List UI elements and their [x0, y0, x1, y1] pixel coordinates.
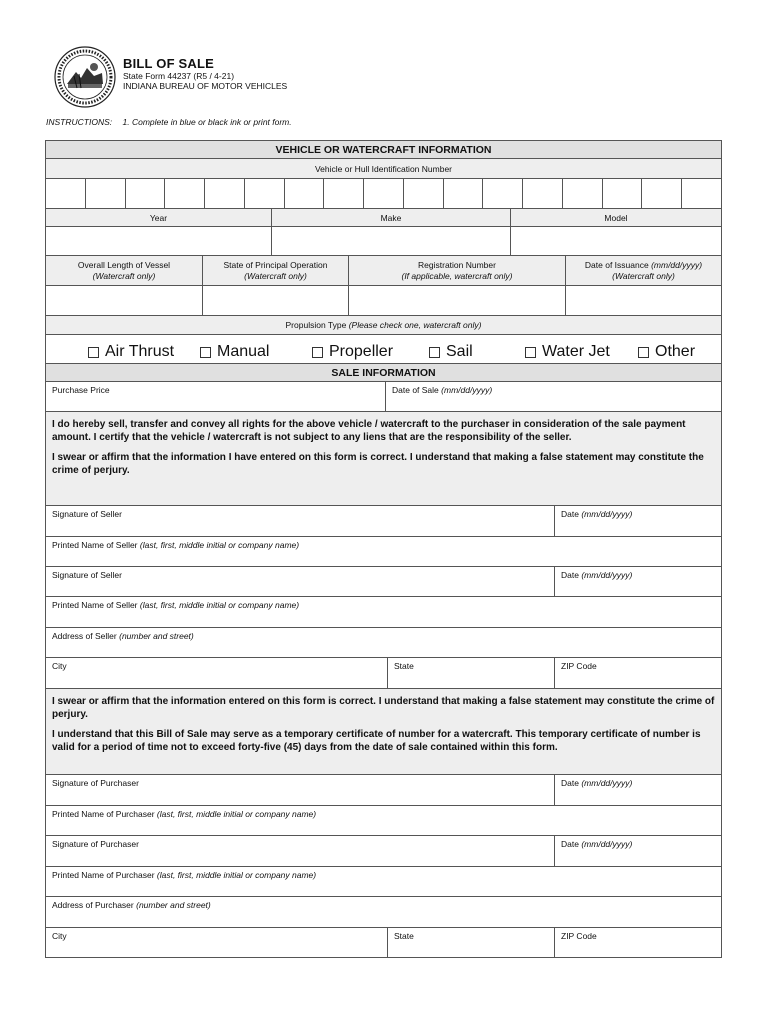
state-label: State — [394, 661, 414, 671]
propulsion-label — [286, 320, 482, 330]
propulsion-option-manual[interactable] — [200, 343, 269, 361]
registration-number-label — [349, 256, 566, 285]
seller-address-row — [46, 628, 721, 658]
purchaser-signature-row-1 — [46, 775, 721, 806]
date-format: (mm/dd/yyyy) — [581, 570, 633, 580]
seller-signature-label: Signature of Seller — [52, 570, 122, 580]
date-text: Date — [561, 570, 579, 580]
date-of-sale-text: Date of Sale — [392, 385, 439, 395]
vin-char-box[interactable] — [126, 179, 166, 208]
purchaser-printed-name-field-2[interactable] — [46, 867, 721, 896]
instructions — [46, 117, 292, 127]
printed-name-note: (last, first, middle initial or company name) — [156, 870, 317, 880]
date-of-sale-format: (mm/dd/yyyy) — [441, 385, 493, 395]
vin-char-box[interactable] — [285, 179, 325, 208]
address-text: Address of Purchaser — [52, 900, 134, 910]
purchaser-printed-name-label — [52, 870, 316, 880]
purchaser-statement-2: I understand that this Bill of Sale may serve as a temporary certificate of number for a watercraft. This temporary certificate of number is valid for a period of time not to exceed forty-five (45) days from the date of sale contained within this form. — [52, 729, 701, 753]
state-operation-note: (Watercraft only) — [244, 270, 307, 281]
checkbox[interactable] — [200, 347, 211, 358]
state-seal-logo — [54, 46, 116, 108]
vin-label-row — [46, 159, 721, 179]
propulsion-option-propeller[interactable] — [312, 343, 393, 361]
purchaser-signature-row-2 — [46, 836, 721, 867]
printed-name-text: Printed Name of Seller — [52, 540, 138, 550]
seller-state-field[interactable] — [388, 658, 555, 688]
state-operation-field[interactable] — [203, 286, 349, 315]
seller-city-field[interactable] — [46, 658, 388, 688]
propulsion-option-water-jet[interactable] — [525, 343, 610, 361]
seller-printed-name-field[interactable] — [46, 537, 721, 566]
vin-label: Vehicle or Hull Identification Number — [314, 163, 452, 174]
date-format: (mm/dd/yyyy) — [581, 509, 633, 519]
model-label: Model — [604, 212, 628, 223]
seller-zip-field[interactable] — [555, 658, 721, 688]
state-label: State — [394, 931, 414, 941]
vin-char-box[interactable] — [404, 179, 444, 208]
purchaser-printed-name-row-1 — [46, 806, 721, 836]
date-text: Date — [561, 509, 579, 519]
registration-number-text: Registration Number — [418, 259, 496, 270]
purchaser-city-state-zip-row — [46, 928, 721, 958]
date-format: (mm/dd/yyyy) — [581, 778, 633, 788]
checkbox-label: Air Thrust — [105, 343, 175, 360]
purchaser-address-label — [52, 900, 211, 910]
propulsion-options-row — [46, 335, 721, 364]
sale-section-title: SALE INFORMATION — [331, 366, 436, 379]
date-issuance-label-text: Date of Issuance — [584, 259, 649, 270]
checkbox-label: Sail — [446, 343, 473, 360]
propulsion-note: (Please check one, watercraft only) — [348, 320, 482, 330]
printed-name-text: Printed Name of Purchaser — [52, 870, 155, 880]
propulsion-option-air-thrust[interactable] — [88, 343, 174, 361]
vessel-length-field[interactable] — [46, 286, 203, 315]
date-issuance-note: (Watercraft only) — [612, 270, 675, 281]
registration-number-field[interactable] — [349, 286, 566, 315]
date-text: Date — [561, 778, 579, 788]
address-note: (number and street) — [119, 631, 194, 641]
vin-char-box[interactable] — [86, 179, 126, 208]
date-format: (mm/dd/yyyy) — [581, 839, 633, 849]
address-note: (number and street) — [136, 900, 211, 910]
purchaser-signature-field[interactable] — [46, 775, 555, 805]
vin-char-box[interactable] — [642, 179, 682, 208]
seller-statement — [46, 412, 721, 506]
printed-name-text: Printed Name of Seller — [52, 600, 138, 610]
seller-statement-2: I swear or affirm that the information I have entered on this form is correct. I understand that making a false statement may constitute the crime of perjury. — [52, 452, 704, 476]
vin-char-box[interactable] — [324, 179, 364, 208]
sale-section-header — [46, 364, 721, 382]
vin-boxes-row — [46, 179, 721, 209]
vin-char-box[interactable] — [46, 179, 86, 208]
purchaser-signature-label: Signature of Purchaser — [52, 778, 139, 788]
seller-statement-1: I do hereby sell, transfer and convey all rights for the above vehicle / watercraft to the purchaser in consideration of the sale payment amount. I certify that the vehicle / watercraft is not subject to any liens that are the responsibility of the seller. — [52, 419, 686, 443]
price-date-row — [46, 382, 721, 412]
watercraft-fields — [46, 286, 721, 316]
city-label: City — [52, 661, 67, 671]
instructions-label: INSTRUCTIONS: — [46, 117, 113, 127]
purchaser-signature-label: Signature of Purchaser — [52, 839, 139, 849]
vin-char-box[interactable] — [523, 179, 563, 208]
seller-signature-field-2[interactable] — [46, 567, 555, 596]
purchaser-state-field[interactable] — [388, 928, 555, 957]
year-label: Year — [46, 209, 272, 226]
vin-char-box[interactable] — [364, 179, 404, 208]
vin-char-box[interactable] — [682, 179, 721, 208]
vin-char-box[interactable] — [245, 179, 285, 208]
state-operation-label — [203, 256, 349, 285]
year-make-model-fields — [46, 227, 721, 256]
vin-char-box[interactable] — [483, 179, 523, 208]
purchaser-address-row — [46, 897, 721, 928]
purchaser-date-label — [561, 778, 632, 788]
seller-printed-name-row-2 — [46, 597, 721, 628]
vehicle-section-header — [46, 141, 721, 159]
date-of-sale-field[interactable] — [386, 382, 721, 411]
checkbox[interactable] — [525, 347, 536, 358]
state-operation-text: State of Principal Operation — [223, 259, 328, 270]
bill-of-sale-form — [45, 140, 722, 958]
vessel-length-note: (Watercraft only) — [92, 270, 156, 281]
purchaser-printed-name-field[interactable] — [46, 806, 721, 835]
purchaser-date-field[interactable] — [555, 775, 721, 805]
purchaser-statement-1: I swear or affirm that the information entered on this form is correct. I understand that making a false statement may constitute the crime of perjury. — [52, 696, 715, 720]
seller-printed-name-label — [52, 540, 299, 550]
year-make-model-labels — [46, 209, 721, 227]
vessel-length-text: Overall Length of Vessel — [77, 259, 171, 270]
vin-char-box[interactable] — [603, 179, 643, 208]
vin-char-box[interactable] — [165, 179, 205, 208]
date-of-sale-label — [392, 385, 492, 395]
vehicle-section-title: VEHICLE OR WATERCRAFT INFORMATION — [275, 143, 492, 156]
purchaser-statement — [46, 689, 721, 775]
city-label: City — [52, 931, 67, 941]
form-title: BILL OF SALE — [123, 56, 214, 71]
purchase-price-label: Purchase Price — [52, 385, 110, 395]
purchaser-printed-name-label — [52, 809, 316, 819]
seller-address-field[interactable] — [46, 628, 721, 657]
seller-date-label — [561, 570, 632, 580]
printed-name-note: (last, first, middle initial or company name) — [139, 540, 300, 550]
watercraft-labels — [46, 256, 721, 286]
purchaser-date-label — [561, 839, 632, 849]
zip-label: ZIP Code — [561, 931, 597, 941]
checkbox-label: Manual — [217, 343, 270, 360]
printed-name-note: (last, first, middle initial or company name) — [156, 809, 317, 819]
seller-date-label — [561, 509, 632, 519]
year-field[interactable] — [46, 227, 272, 255]
checkbox-label: Other — [655, 343, 696, 360]
purchaser-city-field[interactable] — [46, 928, 388, 957]
purchaser-printed-name-row-2 — [46, 867, 721, 897]
date-issuance-field[interactable] — [566, 286, 721, 315]
seller-city-state-zip-row — [46, 658, 721, 689]
agency-name: INDIANA BUREAU OF MOTOR VEHICLES — [123, 81, 288, 91]
checkbox[interactable] — [638, 347, 649, 358]
propulsion-label-row — [46, 316, 721, 335]
vin-char-box[interactable] — [205, 179, 245, 208]
instructions-item-1: 1. Complete in blue or black ink or print form. — [122, 117, 292, 127]
form-subtitle — [123, 71, 287, 91]
address-text: Address of Seller — [52, 631, 117, 641]
propulsion-option-other[interactable] — [638, 343, 695, 361]
checkbox[interactable] — [312, 347, 323, 358]
form-number: State Form 44237 (R5 / 4-21) — [123, 71, 235, 81]
registration-number-note: (If applicable, watercraft only) — [401, 270, 513, 281]
date-text: Date — [561, 839, 579, 849]
seller-printed-name-row-1 — [46, 537, 721, 567]
seller-signature-label: Signature of Seller — [52, 509, 122, 519]
model-field[interactable] — [511, 227, 721, 255]
date-issuance-format: (mm/dd/yyyy) — [651, 259, 703, 270]
purchaser-signature-field-2[interactable] — [46, 836, 555, 866]
checkbox[interactable] — [429, 347, 440, 358]
make-label: Make — [272, 209, 511, 226]
checkbox-label: Water Jet — [542, 343, 610, 360]
seller-date-field-2[interactable] — [555, 567, 721, 596]
date-issuance-text — [585, 260, 702, 271]
propulsion-option-sail[interactable] — [429, 343, 473, 361]
date-issuance-label — [566, 256, 721, 285]
seller-signature-row-2 — [46, 567, 721, 597]
checkbox[interactable] — [88, 347, 99, 358]
purchaser-address-field[interactable] — [46, 897, 721, 927]
zip-label: ZIP Code — [561, 661, 597, 671]
purchase-price-field[interactable] — [46, 382, 386, 411]
vin-char-box[interactable] — [563, 179, 603, 208]
seller-address-label — [52, 631, 194, 641]
seller-signature-field[interactable] — [46, 506, 555, 536]
purchaser-zip-field[interactable] — [555, 928, 721, 957]
vin-char-box[interactable] — [444, 179, 484, 208]
seller-printed-name-field-2[interactable] — [46, 597, 721, 627]
printed-name-note: (last, first, middle initial or company name) — [139, 600, 300, 610]
propulsion-label-text: Propulsion Type — [285, 320, 347, 330]
seller-date-field[interactable] — [555, 506, 721, 536]
purchaser-date-field-2[interactable] — [555, 836, 721, 866]
checkbox-label: Propeller — [329, 343, 394, 360]
seller-signature-row-1 — [46, 506, 721, 537]
make-field[interactable] — [272, 227, 511, 255]
printed-name-text: Printed Name of Purchaser — [52, 809, 155, 819]
vessel-length-label — [46, 256, 203, 285]
seller-printed-name-label — [52, 600, 299, 610]
